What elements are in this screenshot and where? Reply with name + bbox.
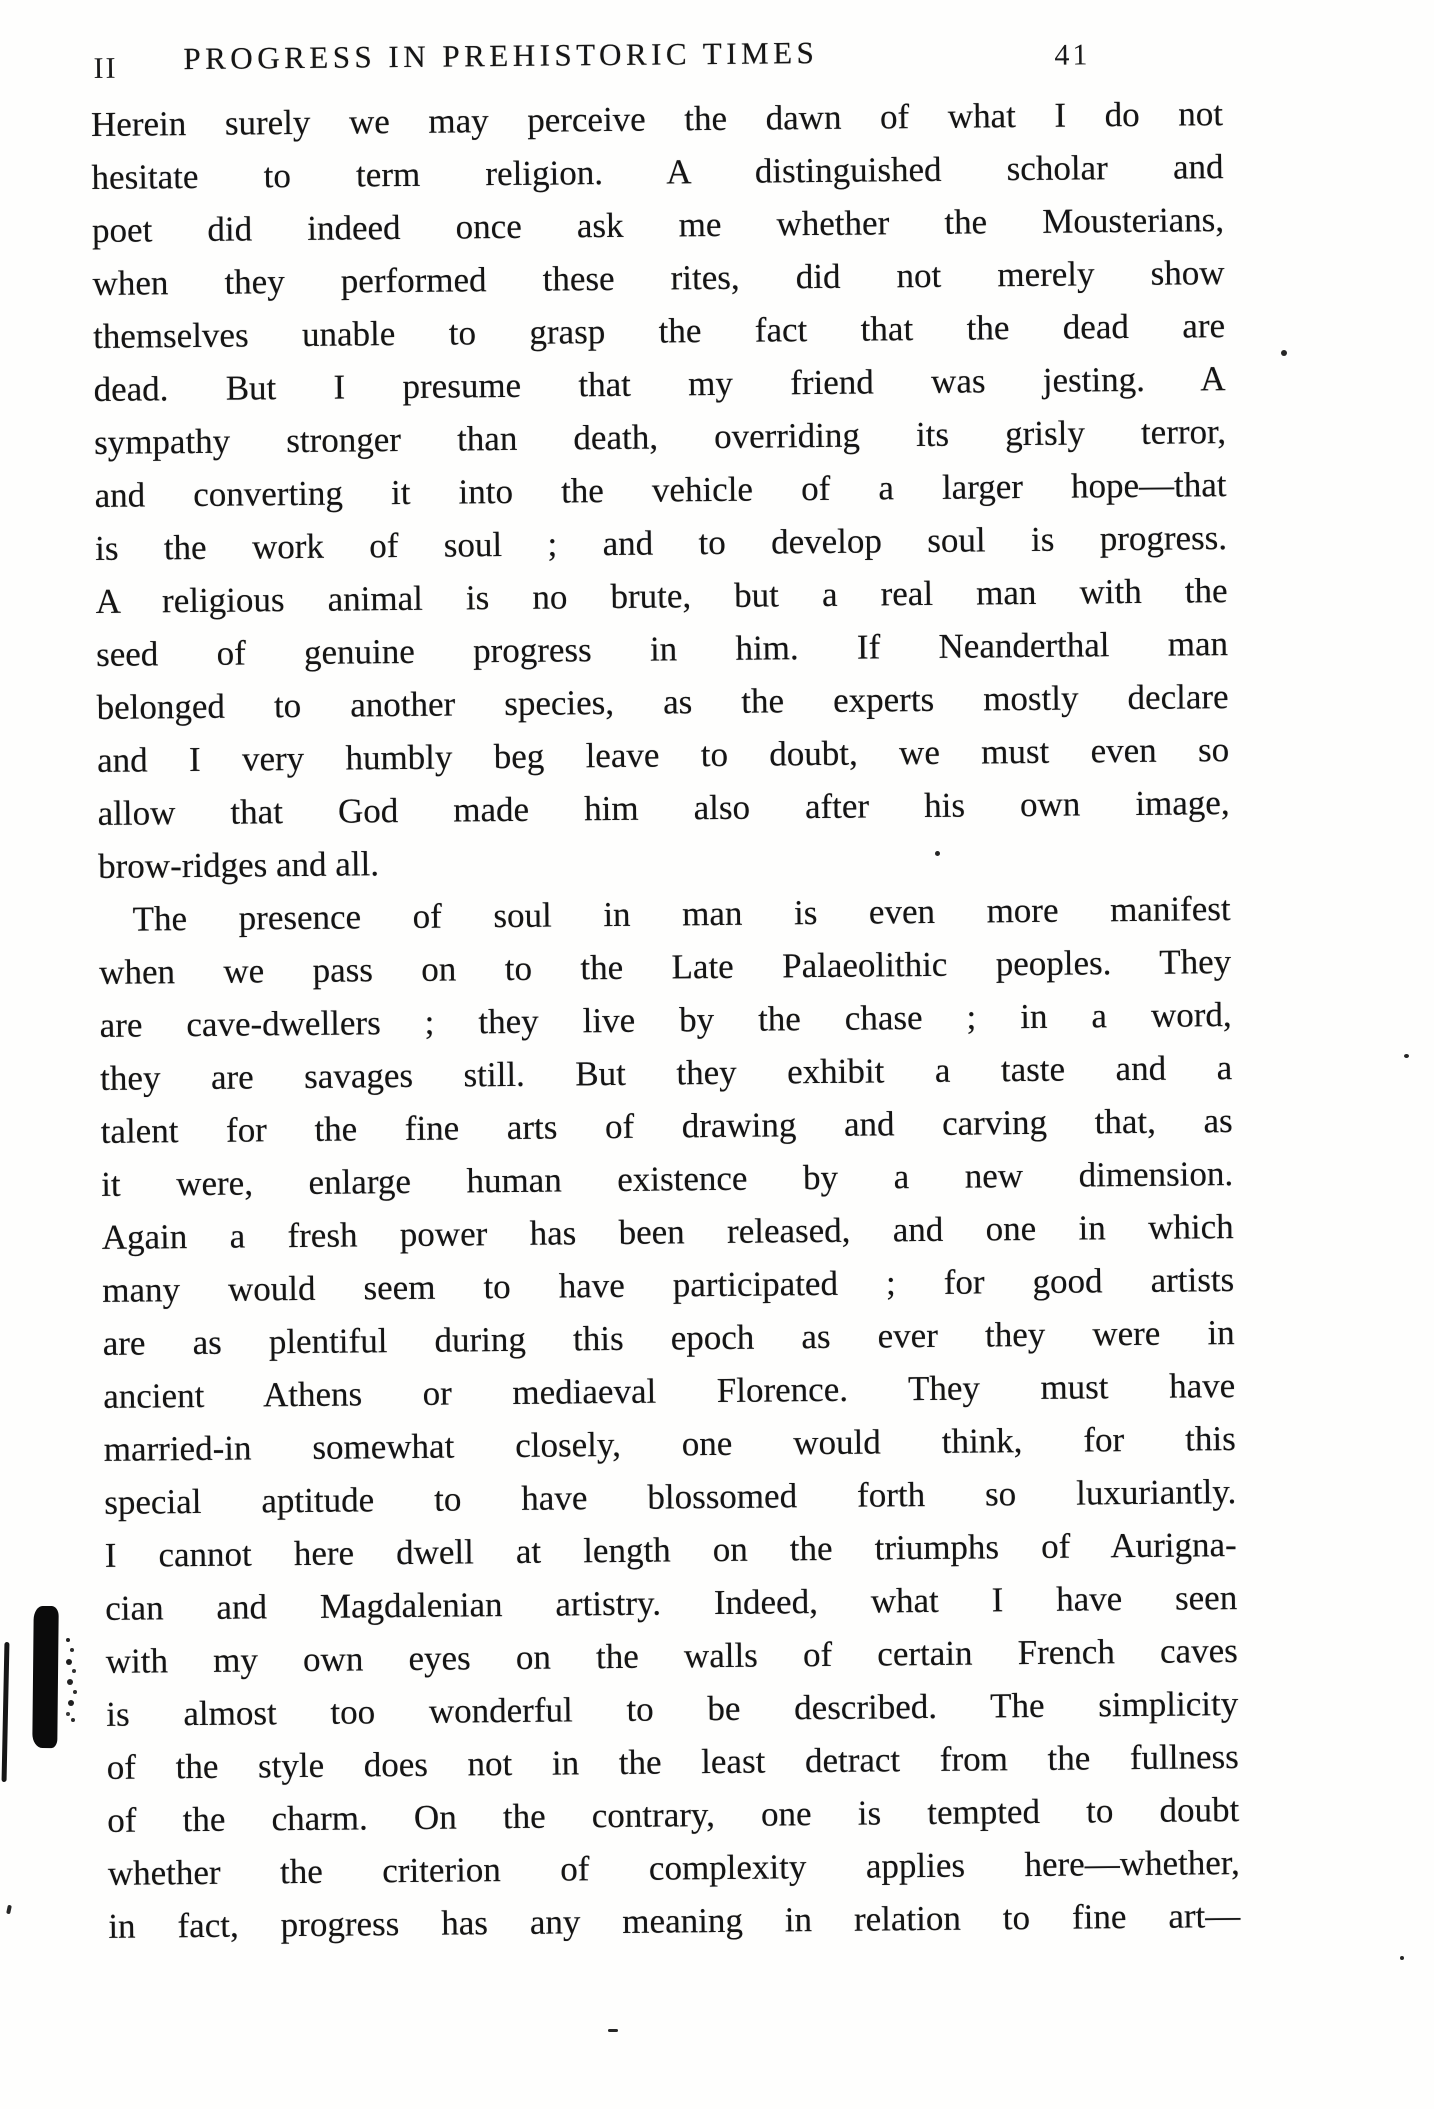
- body-text: [91, 87, 1241, 1953]
- text-line: is almost too wonderful to be described. The simplicity: [106, 1684, 1239, 1734]
- text-line: The presence of soul in man is even more manifest: [132, 889, 1231, 939]
- text-line: ancient Athens or mediaeval Florence. They must have: [103, 1366, 1236, 1416]
- text-line: special aptitude to have blossomed forth so luxuriantly.: [104, 1472, 1237, 1522]
- text-line: many would seem to have participated ; for good artists: [102, 1260, 1235, 1310]
- scan-speck: [1400, 1956, 1404, 1960]
- ink-speckles: [66, 1638, 70, 1642]
- text-line: themselves unable to grasp the fact that the dead are: [92, 306, 1226, 356]
- text-line: of the charm. On the contrary, one is tempted to doubt: [107, 1790, 1240, 1840]
- text-line: talent for the fine arts of drawing and carving that, as: [100, 1101, 1233, 1151]
- running-title: PROGRESS IN PREHISTORIC TIMES: [183, 34, 819, 77]
- text-line: they are savages still. But they exhibit a taste and a: [100, 1048, 1233, 1098]
- text-line: with my own eyes on the walls of certain French caves: [105, 1631, 1238, 1681]
- text-line: allow that God made him also after his own image,: [97, 783, 1230, 833]
- text-line: A religious animal is no brute, but a real man with the: [95, 571, 1228, 621]
- text-line: sympathy stronger than death, overriding its grisly terror,: [93, 412, 1227, 462]
- text-line: it were, enlarge human existence by a new dimension.: [101, 1154, 1234, 1204]
- text-line: Herein surely we may perceive the dawn of what I do not: [90, 94, 1224, 144]
- text-line: married-in somewhat closely, one would think, for this: [103, 1419, 1236, 1469]
- text-line: is the work of soul ; and to develop soul is progress.: [94, 518, 1228, 568]
- text-line: Again a fresh power has been released, and one in which: [101, 1207, 1234, 1257]
- text-line: seed of genuine progress in him. If Neanderthal man: [95, 624, 1229, 674]
- text-line: brow-ridges and all.: [97, 844, 380, 886]
- text-line: and converting it into the vehicle of a larger hope—that: [94, 465, 1227, 515]
- text-line: belonged to another species, as the experts mostly declare: [96, 677, 1229, 727]
- ink-blot-bar: [32, 1606, 58, 1748]
- text-line: hesitate to term religion. A distinguished scholar and: [91, 147, 1224, 197]
- page-number: 41: [1054, 38, 1091, 72]
- chapter-signature: II: [93, 51, 118, 85]
- text-line: when they performed these rites, did not merely show: [92, 253, 1225, 303]
- text-line: are as plentiful during this epoch as ever they were in: [102, 1313, 1235, 1363]
- text-line: cian and Magdalenian artistry. Indeed, what I have seen: [105, 1578, 1238, 1628]
- scan-speck: [608, 2029, 618, 2032]
- text-line: poet did indeed once ask me whether the Mousterians,: [91, 200, 1225, 250]
- scan-speck: [935, 851, 940, 856]
- text-line: dead. But I presume that my friend was jesting. A: [93, 359, 1226, 409]
- text-line: I cannot here dwell at length on the triumphs of Aurigna-: [104, 1525, 1237, 1575]
- scan-speck: [1404, 1054, 1409, 1058]
- text-line: and I very humbly beg leave to doubt, we must even so: [96, 730, 1230, 780]
- text-line: of the style does not in the least detract from the fullness: [106, 1737, 1239, 1787]
- text-line: are cave-dwellers ; they live by the chase ; in a word,: [99, 995, 1232, 1045]
- text-line: in fact, progress has any meaning in relation to fine art—: [108, 1896, 1241, 1946]
- scan-speck: [1281, 350, 1287, 356]
- text-line: whether the criterion of complexity applies here—whether,: [107, 1843, 1240, 1893]
- text-line: when we pass on to the Late Palaeolithic peoples. They: [98, 942, 1232, 992]
